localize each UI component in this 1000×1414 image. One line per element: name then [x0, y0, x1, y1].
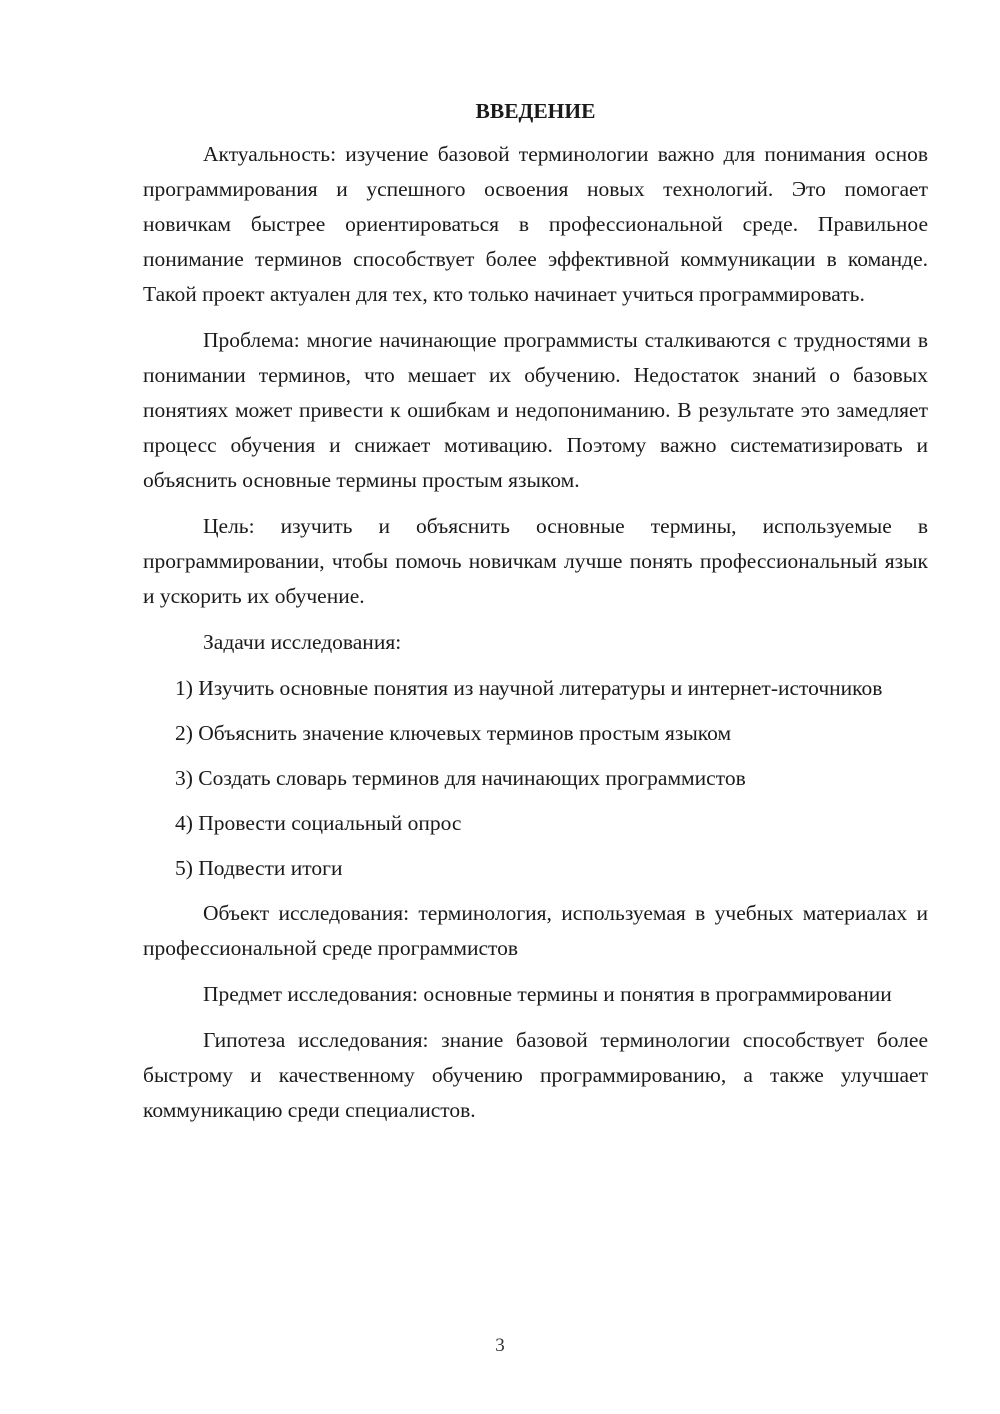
paragraph-goal: Цель: изучить и объяснить основные термины, используемые в программировании, чтобы помочь новичкам лучше понять профессиональный язык и ускорить их обучение. [143, 514, 928, 608]
paragraph-problem: Проблема: многие начинающие программисты сталкиваются с трудностями в понимании терминов, что мешает их обучению. Недостаток знаний о базовых понятиях может привести к ошибкам и недопониманию. В результате это замедляет процесс обучения и снижает мотивацию. Поэтому важно систематизировать и объяснить основные термины простым языком. [143, 328, 928, 492]
paragraph-hypothesis: Гипотеза исследования: знание базовой терминологии способствует более быстрому и качественному обучению программированию, а также улучшает коммуникацию среди специалистов. [143, 1028, 928, 1122]
section-title: ВВЕДЕНИЕ [475, 99, 596, 123]
task-item-5: 5) Подвести итоги [175, 856, 343, 880]
paragraph-relevance: Актуальность: изучение базовой терминологии важно для понимания основ программирования и успешного освоения новых технологий. Это помогает новичкам быстрее ориентироваться в профессиональной среде. Правильное понимание терминов способствует более эффективной коммуникации в команде. Такой проект актуален для тех, кто только начинает учиться программировать. [143, 142, 928, 306]
paragraph-subject: Предмет исследования: основные термины и понятия в программировании [203, 982, 892, 1006]
task-item-2: 2) Объяснить значение ключевых терминов простым языком [175, 721, 732, 745]
task-item-3: 3) Создать словарь терминов для начинающих программистов [175, 766, 746, 790]
paragraph-object: Объект исследования: терминология, используемая в учебных материалах и профессиональной среде программистов [143, 901, 928, 960]
task-item-1: 1) Изучить основные понятия из научной литературы и интернет-источников [175, 676, 883, 700]
page-number: 3 [495, 1335, 505, 1356]
paragraph-tasks-heading: Задачи исследования: [203, 630, 402, 654]
task-item-4: 4) Провести социальный опрос [175, 811, 462, 835]
document-page [143, 96, 928, 1139]
